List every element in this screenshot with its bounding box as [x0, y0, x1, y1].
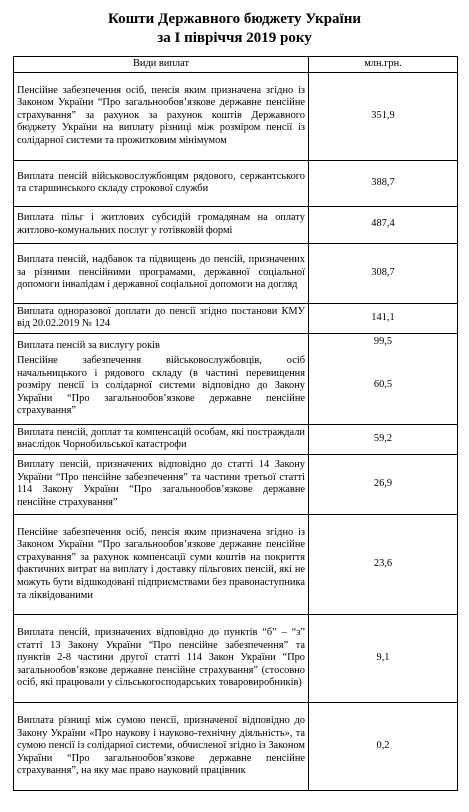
row-value-grouped	[309, 333, 458, 424]
row-main-value: 99,5	[373, 335, 393, 347]
row-description: Виплата різниці між сумою пенсії, призначеної відповідно до Закону України «Про наукову і науково-технічну діяльність», та сумою пенсії із солідарної системи, обчисленої згідно із Законом України “Про загальнообов’язкове державне пенсійне страхування”, на яку має право науковий працівник	[14, 702, 309, 790]
row-value: 9,1	[309, 614, 458, 702]
row-description-grouped	[14, 333, 309, 424]
payments-table	[13, 56, 458, 791]
table-row	[14, 424, 458, 454]
row-description: Пенсійне забезпечення осіб, пенсія яким призначена згідно із Законом України “Про загальнообов’язкове державне пенсійне страхування” за рахунок компенсації суми коштів на покриття фактичних витрат на виплату і доставку пільгових пенсій, які не можуть бути відшкодовані підприємствами без правонаступника та ліквідованими	[14, 514, 309, 614]
row-value: 26,9	[309, 454, 458, 514]
row-value: 351,9	[309, 72, 458, 160]
row-description: Виплата пенсій, доплат та компенсацій особам, які постраждали внаслідок Чорнобильської катастрофи	[14, 424, 309, 454]
table-row	[14, 243, 458, 303]
row-description: Виплата пенсій, надбавок та підвищень до пенсій, призначених за різними пенсійними програмами, державної соціальної допомоги інвалідам і державної соціальної допомоги на догляд	[14, 243, 309, 303]
row-sub-value: 60,5	[373, 378, 393, 390]
row-value: 388,7	[309, 160, 458, 206]
header-payment-type: Види виплат	[14, 57, 309, 73]
row-main-text: Виплата пенсій за вислугу років	[17, 339, 160, 351]
table-row	[14, 160, 458, 206]
row-value: 23,6	[309, 514, 458, 614]
header-amount: млн.грн.	[309, 57, 458, 73]
row-value: 487,4	[309, 206, 458, 243]
table-row	[14, 206, 458, 243]
table-row	[14, 72, 458, 160]
table-row	[14, 702, 458, 790]
row-description: Виплата пільг і житлових субсидій громадянам на оплату житлово-комунальних послуг у готівковій формі	[14, 206, 309, 243]
document-title	[0, 10, 469, 48]
row-description: Виплата пенсій, призначених відповідно до пунктів “б” – “з” статті 13 Закону України “Про пенсійне забезпечення” та пунктів 2-8 частини другої статті 114 Закон України “Про загальнообов’язкове державне пенсійне страхування” (стосовно осіб, які працювали у сільськогосподарських товаровиробників)	[14, 614, 309, 702]
table-row	[14, 614, 458, 702]
row-description: Пенсійне забезпечення осіб, пенсія яким призначена згідно із Законом України “Про загальнообов’язкове державне пенсійне страхування” за рахунок за рахунок коштів Державного бюджету України на виплату різниці між розміром пенсії із солідарної системи та прожитковим мінімумом	[14, 72, 309, 160]
table-row	[14, 303, 458, 333]
title-line-1: Кошти Державного бюджету України	[107, 11, 362, 27]
row-description: Виплата пенсій військовослужбовцям рядового, сержантського та старшинського складу строкової служби	[14, 160, 309, 206]
table-row	[14, 333, 458, 424]
row-description: Виплата одноразової доплати до пенсії згідно постанови КМУ від 20.02.2019 № 124	[14, 303, 309, 333]
table-header-row	[14, 57, 458, 73]
table-row	[14, 454, 458, 514]
table-row	[14, 514, 458, 614]
row-sub-text: Пенсійне забезпечення військовослужбовців, осіб начальницького і рядового складу (в частині перевищення розміру пенсії із солідарної системи відповідно до Закону України “Про загальнообов’язкове державне пенсійне страхування”	[17, 355, 305, 417]
row-value: 141,1	[309, 303, 458, 333]
row-description: Виплату пенсій, призначених відповідно до статті 14 Закону України “Про пенсійне забезпечення” та частини третьої статті 114 Закону України “Про загальнообов’язкове державне пенсійне страхування”	[14, 454, 309, 514]
title-line-2: за І півріччя 2019 року	[157, 30, 312, 46]
row-value: 59,2	[309, 424, 458, 454]
row-value: 308,7	[309, 243, 458, 303]
row-value: 0,2	[309, 702, 458, 790]
